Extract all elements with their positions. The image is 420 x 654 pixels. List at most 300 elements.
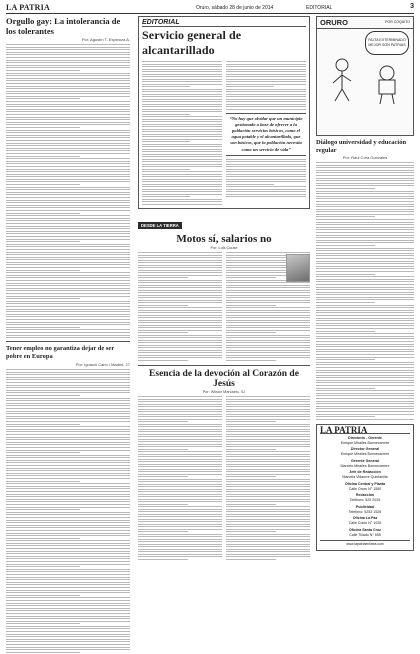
text-line xyxy=(226,431,310,432)
dialogo-headline: Diálogo universidad y educación regular xyxy=(316,139,407,154)
text-line xyxy=(6,450,130,451)
text-line xyxy=(6,426,130,427)
text-line xyxy=(6,62,130,63)
text-line xyxy=(6,468,130,469)
staff-role: Director General xyxy=(350,447,380,452)
text-line xyxy=(138,459,222,460)
text-line xyxy=(316,375,414,376)
text-line xyxy=(226,69,306,70)
text-line xyxy=(316,191,414,192)
text-line xyxy=(226,76,306,77)
text-line xyxy=(138,529,222,530)
text-line xyxy=(138,479,222,480)
text-line xyxy=(226,416,310,417)
text-line xyxy=(142,89,222,90)
text-line xyxy=(6,429,130,430)
text-line xyxy=(226,174,306,175)
text-line xyxy=(6,169,130,170)
text-line xyxy=(226,516,310,517)
text-line xyxy=(226,176,306,177)
text-line xyxy=(316,382,414,383)
staff-list xyxy=(320,436,410,538)
text-line xyxy=(226,491,310,492)
text-line xyxy=(6,584,130,585)
text-line xyxy=(226,556,310,557)
staff-box-logo: LA PATRIA xyxy=(320,428,410,434)
text-line xyxy=(316,172,414,173)
text-line xyxy=(138,317,222,318)
text-line xyxy=(6,324,130,325)
text-line xyxy=(6,111,130,112)
text-line xyxy=(138,451,222,452)
text-line xyxy=(138,424,222,425)
staff-role: Directorio - Gerente xyxy=(348,435,382,440)
staff-role: Redacción xyxy=(355,493,375,498)
text-line xyxy=(138,481,222,482)
text-line xyxy=(138,471,222,472)
staff-name: Calle Tiliado N° 555 xyxy=(349,532,381,537)
text-line xyxy=(142,61,222,62)
text-line xyxy=(316,242,414,243)
text-line xyxy=(6,241,80,242)
text-line xyxy=(316,323,414,324)
text-line xyxy=(316,320,414,321)
text-line xyxy=(142,119,222,120)
text-line xyxy=(6,257,130,258)
staff-role: Publicidad xyxy=(355,504,375,509)
text-line xyxy=(316,183,414,184)
text-line xyxy=(226,342,310,343)
text-line xyxy=(6,582,130,583)
text-line xyxy=(6,600,130,601)
text-line xyxy=(6,470,130,471)
text-line xyxy=(226,441,310,442)
text-line xyxy=(138,287,222,288)
text-line xyxy=(6,137,130,138)
editorial-label: EDITORIAL xyxy=(142,19,306,27)
text-line xyxy=(142,164,222,165)
text-line xyxy=(316,211,414,212)
text-line xyxy=(6,514,130,515)
text-line xyxy=(226,345,310,346)
text-line xyxy=(6,322,130,323)
text-line xyxy=(6,176,130,177)
text-line xyxy=(316,367,414,368)
text-line xyxy=(142,179,222,180)
staff-box xyxy=(316,424,414,551)
text-line xyxy=(138,337,222,338)
text-line xyxy=(6,434,130,435)
text-line xyxy=(142,109,222,110)
text-line xyxy=(142,199,222,200)
text-line xyxy=(226,459,310,460)
divider xyxy=(6,341,130,342)
text-line xyxy=(6,285,130,286)
staff-role: Gerente General xyxy=(351,458,379,463)
text-line xyxy=(226,64,306,65)
text-line xyxy=(316,198,414,199)
text-line xyxy=(6,239,130,240)
text-line xyxy=(6,437,130,438)
text-line xyxy=(6,548,130,549)
text-line xyxy=(6,447,130,448)
text-line xyxy=(138,267,222,268)
text-line xyxy=(226,181,306,182)
text-line xyxy=(138,466,222,467)
text-line xyxy=(226,332,276,333)
text-line xyxy=(316,274,375,275)
text-line xyxy=(6,385,130,386)
text-line xyxy=(6,374,130,375)
text-line xyxy=(316,398,414,399)
text-line xyxy=(142,66,222,67)
text-line xyxy=(142,86,190,87)
motos-byline: Por: Luis Cuuse xyxy=(210,246,238,250)
text-line xyxy=(316,318,414,319)
text-line xyxy=(138,536,222,537)
text-line xyxy=(226,79,306,80)
staff-role: Oficina La Paz xyxy=(352,516,378,521)
text-line xyxy=(142,159,222,160)
text-line xyxy=(142,149,222,150)
text-line xyxy=(226,194,306,195)
text-line xyxy=(6,444,130,445)
text-line xyxy=(226,355,310,356)
staff-name: Enrique Miralles Bonnecarrere xyxy=(340,440,390,445)
text-line xyxy=(226,551,310,552)
text-line xyxy=(138,290,222,291)
text-line xyxy=(316,261,414,262)
text-line xyxy=(226,546,310,547)
text-line xyxy=(6,403,130,404)
cartoon-byline: POR COQUITO xyxy=(385,20,410,24)
text-line xyxy=(138,526,222,527)
text-line xyxy=(138,315,222,316)
text-line xyxy=(6,452,80,453)
text-line xyxy=(226,320,310,321)
text-line xyxy=(6,379,130,380)
text-line xyxy=(316,279,414,280)
text-line xyxy=(6,303,130,304)
text-line xyxy=(6,556,130,557)
text-line xyxy=(6,49,130,50)
text-line xyxy=(6,174,130,175)
text-line xyxy=(316,411,414,412)
text-line xyxy=(226,164,306,165)
text-line xyxy=(6,416,130,417)
text-line xyxy=(138,539,222,540)
text-line xyxy=(138,519,222,520)
text-line xyxy=(316,289,414,290)
text-line xyxy=(316,401,414,402)
text-line xyxy=(316,370,414,371)
text-line xyxy=(6,543,130,544)
text-line xyxy=(316,180,414,181)
speech-bubble: FALTA EXTERMINADO MEJOR SON PATRIAS xyxy=(365,31,409,55)
text-line xyxy=(6,314,130,315)
text-line xyxy=(316,380,414,381)
text-line xyxy=(316,204,414,205)
text-line xyxy=(316,299,414,300)
text-line xyxy=(6,202,130,203)
text-line xyxy=(6,369,130,370)
text-line xyxy=(142,111,222,112)
text-line xyxy=(6,252,130,253)
text-line xyxy=(142,151,222,152)
text-line xyxy=(316,390,414,391)
text-line xyxy=(142,106,222,107)
text-line xyxy=(138,280,222,281)
text-line xyxy=(316,310,414,311)
text-line xyxy=(316,222,414,223)
text-line xyxy=(316,341,414,342)
text-line xyxy=(6,457,130,458)
text-line xyxy=(316,419,414,420)
editorial-body-a xyxy=(142,61,222,205)
text-line xyxy=(6,309,130,310)
text-line xyxy=(316,287,414,288)
text-line xyxy=(6,293,130,294)
text-line xyxy=(6,86,130,87)
text-line xyxy=(138,275,222,276)
text-line xyxy=(316,328,414,329)
esencia-headline: Esencia de la devoción al Corazón de Jesús xyxy=(149,369,299,389)
text-line xyxy=(226,335,310,336)
text-line xyxy=(226,300,310,301)
text-line xyxy=(6,298,80,299)
text-line xyxy=(226,84,306,85)
text-line xyxy=(138,436,222,437)
text-line xyxy=(6,244,130,245)
text-line xyxy=(138,461,222,462)
text-line xyxy=(6,143,130,144)
text-line xyxy=(226,461,310,462)
text-line xyxy=(6,525,130,526)
text-line xyxy=(6,153,130,154)
text-line xyxy=(6,579,130,580)
text-line xyxy=(226,404,310,405)
text-line xyxy=(226,179,306,180)
text-line xyxy=(6,649,130,650)
text-line xyxy=(316,188,375,189)
text-line xyxy=(142,84,222,85)
text-line xyxy=(6,496,130,497)
text-line xyxy=(226,310,310,311)
text-line xyxy=(6,618,130,619)
dialogo-body xyxy=(316,162,414,420)
text-line xyxy=(6,213,80,214)
text-line xyxy=(6,70,80,71)
text-line xyxy=(6,634,130,635)
text-line xyxy=(138,454,222,455)
text-line xyxy=(138,401,222,402)
text-line xyxy=(138,546,222,547)
text-line xyxy=(6,488,130,489)
text-line xyxy=(6,67,130,68)
editorial-headline: Servicio general de alcantarillado xyxy=(142,28,242,57)
text-line xyxy=(138,414,222,415)
text-line xyxy=(6,647,130,648)
text-line xyxy=(138,499,222,500)
text-line xyxy=(316,305,414,306)
text-line xyxy=(6,163,130,164)
text-line xyxy=(6,249,130,250)
text-line xyxy=(316,302,375,303)
text-line xyxy=(226,312,310,313)
text-line xyxy=(6,132,130,133)
text-line xyxy=(142,189,222,190)
text-line xyxy=(138,446,222,447)
cartoon-figure-right xyxy=(372,65,402,105)
text-line xyxy=(226,481,310,482)
text-line xyxy=(226,169,306,170)
text-line xyxy=(138,300,222,301)
text-line xyxy=(6,631,130,632)
text-line xyxy=(226,287,310,288)
text-line xyxy=(6,283,130,284)
text-line xyxy=(6,590,130,591)
text-line xyxy=(6,483,130,484)
text-line xyxy=(6,311,130,312)
staff-entry xyxy=(320,528,410,538)
text-line xyxy=(6,124,130,125)
text-line xyxy=(226,307,310,308)
text-line xyxy=(226,514,310,515)
text-line xyxy=(316,344,414,345)
text-line xyxy=(142,184,222,185)
text-line xyxy=(6,491,130,492)
text-line xyxy=(138,340,222,341)
text-line xyxy=(138,501,222,502)
text-line xyxy=(142,154,222,155)
text-line xyxy=(6,540,130,541)
text-line xyxy=(138,464,222,465)
text-line xyxy=(6,91,130,92)
text-line xyxy=(316,357,414,358)
text-line xyxy=(316,354,414,355)
text-line xyxy=(226,494,310,495)
staff-role: Oficina Santa Cruz xyxy=(349,527,381,532)
text-line xyxy=(6,93,130,94)
text-line xyxy=(226,409,310,410)
text-line xyxy=(226,521,310,522)
text-line xyxy=(6,392,130,393)
text-line xyxy=(6,400,130,401)
text-line xyxy=(6,616,130,617)
esencia-body-a xyxy=(138,396,222,560)
text-line xyxy=(6,405,130,406)
text-line xyxy=(142,144,222,145)
text-line xyxy=(138,325,222,326)
text-line xyxy=(138,469,222,470)
text-line xyxy=(6,411,130,412)
text-line xyxy=(6,264,130,265)
text-line xyxy=(6,288,130,289)
editorial-columns xyxy=(142,61,306,206)
text-line xyxy=(138,444,222,445)
text-line xyxy=(316,276,414,277)
editorial-body-b xyxy=(226,61,306,110)
text-line xyxy=(6,372,130,373)
text-line xyxy=(226,506,310,507)
text-line xyxy=(226,96,306,97)
text-line xyxy=(316,224,414,225)
text-line xyxy=(6,262,130,263)
text-line xyxy=(226,74,306,75)
text-line xyxy=(226,496,310,497)
text-line xyxy=(6,626,130,627)
staff-name: Calle Colón N° 1026 xyxy=(348,521,382,526)
text-line xyxy=(6,460,130,461)
staff-role: Jefe de Redacción xyxy=(349,470,381,475)
text-line xyxy=(6,408,130,409)
text-line xyxy=(6,465,130,466)
text-line xyxy=(316,232,414,233)
text-line xyxy=(6,329,130,330)
text-line xyxy=(316,385,414,386)
text-line xyxy=(316,216,375,217)
text-line xyxy=(316,245,375,246)
text-line xyxy=(138,320,222,321)
text-line xyxy=(142,156,222,157)
text-line xyxy=(316,263,414,264)
text-line xyxy=(226,519,310,520)
masthead-section: EDITORIAL xyxy=(306,5,333,11)
text-line xyxy=(226,61,306,62)
text-line xyxy=(142,191,222,192)
text-line xyxy=(138,496,222,497)
text-line xyxy=(226,290,310,291)
text-line xyxy=(142,76,222,77)
text-line xyxy=(142,196,190,197)
text-line xyxy=(316,209,414,210)
text-line xyxy=(6,114,130,115)
text-line xyxy=(226,71,306,72)
text-line xyxy=(138,531,188,532)
text-line xyxy=(138,509,222,510)
text-line xyxy=(138,534,222,535)
text-line xyxy=(226,330,310,331)
staff-entry xyxy=(320,459,410,469)
text-line xyxy=(316,359,375,360)
text-line xyxy=(142,169,190,170)
text-line xyxy=(6,306,130,307)
text-line xyxy=(6,382,130,383)
text-line xyxy=(6,597,130,598)
text-line xyxy=(6,220,130,221)
text-line xyxy=(316,284,414,285)
text-line xyxy=(316,255,414,256)
text-line xyxy=(138,322,222,323)
text-line xyxy=(226,474,310,475)
text-line xyxy=(226,419,310,420)
text-line xyxy=(138,511,222,512)
text-line xyxy=(142,136,222,137)
staff-box-footer: www.lapatriaenlinea.com xyxy=(320,540,410,547)
text-line xyxy=(138,307,222,308)
text-line xyxy=(6,210,130,211)
text-line xyxy=(142,99,222,100)
text-line xyxy=(316,185,414,186)
text-line xyxy=(6,332,130,333)
text-line xyxy=(138,335,222,336)
text-line xyxy=(142,166,222,167)
text-line xyxy=(142,81,222,82)
text-line xyxy=(6,57,130,58)
text-line xyxy=(138,551,222,552)
text-line xyxy=(6,639,130,640)
text-line xyxy=(226,184,274,185)
